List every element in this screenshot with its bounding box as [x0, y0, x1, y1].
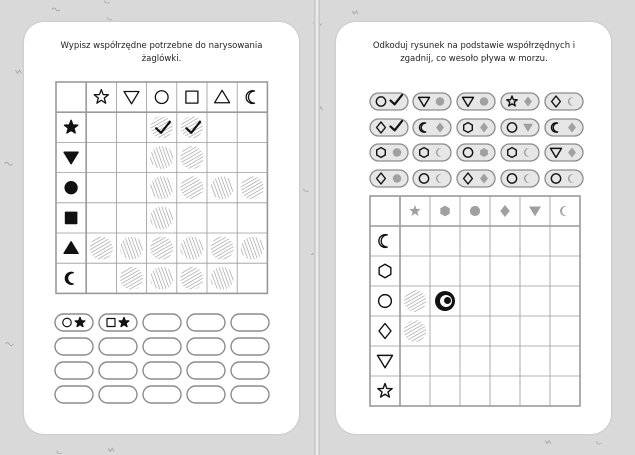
triangle-down-icon: [378, 355, 393, 367]
scribble-fill: [150, 267, 173, 290]
star-icon: [409, 205, 420, 216]
scribble-fill: [90, 237, 113, 260]
triangle-down-icon: [124, 91, 139, 103]
answer-pill[interactable]: [231, 362, 269, 379]
clue-pill: [545, 144, 583, 161]
clue-pill: [457, 119, 495, 136]
scribble-fill: [150, 146, 173, 169]
scribble-fill: [120, 267, 143, 290]
clue-pill: [501, 144, 539, 161]
answer-pill[interactable]: [55, 338, 93, 355]
scribble-fill: [211, 237, 234, 260]
clue-pill: [413, 93, 451, 110]
scribble-fill: [180, 146, 203, 169]
clue-pill: [545, 119, 583, 136]
answer-pill[interactable]: [187, 314, 225, 331]
clue-pill: [413, 144, 451, 161]
scribble-fill: [241, 176, 264, 199]
scribble-fill: [150, 206, 173, 229]
diamond-icon: [379, 324, 391, 339]
answer-pill[interactable]: [143, 338, 181, 355]
scribble-fill: [120, 237, 143, 260]
left-coordinate-grid: [56, 82, 267, 293]
answer-pill[interactable]: [143, 362, 181, 379]
clue-pill: [413, 170, 451, 187]
crescent-icon: [560, 206, 567, 216]
crescent-icon: [379, 235, 387, 248]
circle-icon: [65, 182, 77, 194]
scribble-fill: [180, 267, 203, 290]
clue-pill: [501, 93, 539, 110]
clue-pill: [501, 170, 539, 187]
left-answer-pills: [55, 314, 269, 403]
star-icon: [94, 90, 108, 104]
clue-pill: [370, 119, 408, 136]
answer-pill[interactable]: [99, 338, 137, 355]
clue-pill: [370, 93, 408, 110]
star-icon: [64, 120, 77, 133]
circle-icon: [155, 91, 168, 104]
scribble-fill: [180, 237, 203, 260]
answer-pill[interactable]: [143, 314, 181, 331]
clue-pill: [370, 144, 408, 161]
right-instruction: Odkoduj rysunek na podstawie współrzędnych i zgadnij, co wesoło pływa w morzu.: [372, 41, 576, 64]
clue-pill: [457, 93, 495, 110]
triangle-down-icon: [64, 152, 78, 164]
scribble-fill: [211, 176, 234, 199]
crescent-icon: [246, 91, 254, 104]
square-icon: [66, 212, 77, 223]
answer-pill[interactable]: [99, 386, 137, 403]
scribble-fill: [211, 267, 234, 290]
answer-pill[interactable]: [187, 362, 225, 379]
answer-pill[interactable]: [55, 314, 93, 331]
scribble-fill: [151, 116, 173, 138]
triangle-up-icon: [64, 242, 78, 254]
scribble-fill: [150, 176, 173, 199]
answer-pill[interactable]: [231, 314, 269, 331]
scribble-fill: [181, 116, 203, 138]
left-instruction: Wypisz współrzędne potrzebne do narysowania żaglówki.: [60, 41, 263, 64]
hexagon-icon: [379, 264, 391, 278]
answer-pill[interactable]: [187, 338, 225, 355]
diamond-icon: [500, 205, 510, 217]
clue-pill: [370, 170, 408, 187]
circle-icon: [436, 97, 445, 106]
circle-icon: [379, 295, 392, 308]
scribble-fill: [150, 237, 173, 260]
scribble-fill: [180, 176, 203, 199]
clue-pill: [413, 119, 451, 136]
clue-pill: [545, 170, 583, 187]
clue-pill: [501, 119, 539, 136]
circle-icon: [393, 174, 402, 183]
answer-pill[interactable]: [99, 362, 137, 379]
triangle-down-icon: [529, 207, 541, 217]
triangle-up-icon: [215, 90, 230, 102]
eye-drawing: [435, 291, 455, 311]
circle-icon: [480, 97, 489, 106]
clue-pill: [457, 170, 495, 187]
answer-pill[interactable]: [55, 386, 93, 403]
answer-pill[interactable]: [187, 386, 225, 403]
scribble-fill: [404, 290, 426, 312]
answer-pill[interactable]: [55, 362, 93, 379]
star-icon: [378, 384, 392, 398]
answer-pill[interactable]: [99, 314, 137, 331]
answer-pill[interactable]: [143, 386, 181, 403]
right-clue-pills: [370, 93, 583, 187]
crescent-icon: [65, 272, 73, 284]
answer-pill[interactable]: [231, 386, 269, 403]
clue-pill: [545, 93, 583, 110]
square-icon: [186, 91, 198, 103]
right-coordinate-grid: [370, 196, 580, 406]
scribble-fill: [241, 237, 264, 260]
answer-pill[interactable]: [231, 338, 269, 355]
circle-icon: [470, 206, 480, 216]
hexagon-icon: [440, 206, 449, 217]
clue-pill: [457, 144, 495, 161]
circle-icon: [393, 148, 402, 157]
scribble-fill: [404, 320, 426, 342]
